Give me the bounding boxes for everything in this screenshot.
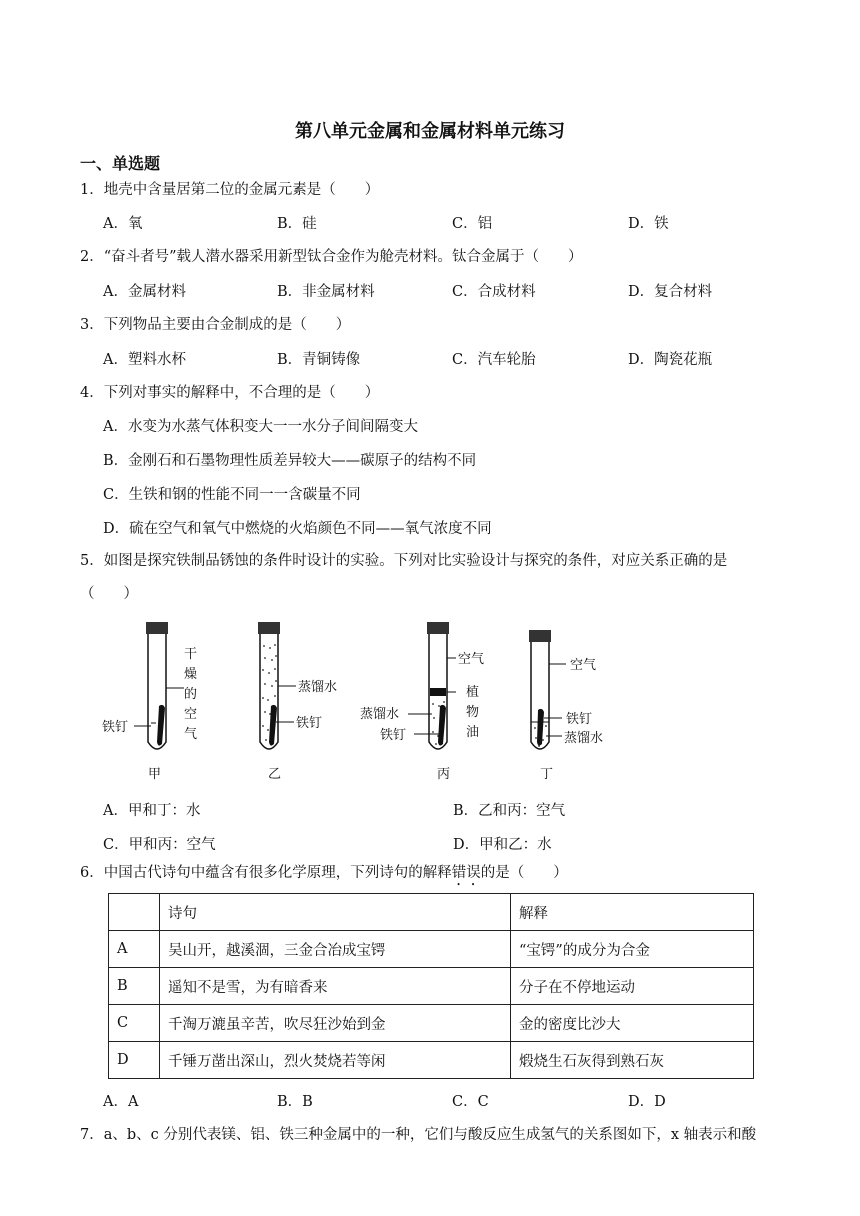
table-cell: 吴山开，越溪涸，三金合冶成宝锷 xyxy=(160,931,511,968)
distilled-water-label-ding: 蒸馏水 xyxy=(564,731,604,746)
question-4-stem: 4．下列对事实的解释中，不合理的是（ ） xyxy=(80,385,380,401)
option-c: C．生铁和钢的性能不同一一含碳量不同 xyxy=(103,487,361,503)
veg-oil-char-2: 物 xyxy=(466,705,480,720)
question-2-options xyxy=(103,280,803,302)
dry-air-char-1: 干 xyxy=(184,647,198,662)
table-cell: 千淘万漉虽辛苦，吹尽狂沙始到金 xyxy=(160,1005,511,1042)
tube-yi xyxy=(258,622,296,749)
tube-label-ding: 丁 xyxy=(540,767,554,782)
rusting-experiment-figure xyxy=(96,618,636,788)
table-header-row xyxy=(109,894,754,931)
table-row xyxy=(109,931,754,968)
nail-label-ding: 铁钉 xyxy=(566,712,593,727)
question-5-stem-cont: （ ） xyxy=(80,586,138,602)
table-header-cell xyxy=(109,894,160,931)
dry-air-char-4: 空 xyxy=(184,707,198,722)
table-cell: D xyxy=(109,1042,160,1079)
table-row xyxy=(109,1005,754,1042)
option-b: B．金刚石和石墨物理性质差异较大——碳原子的结构不同 xyxy=(103,453,477,469)
tube-jia xyxy=(146,622,184,749)
option-d: D．铁 xyxy=(628,216,669,232)
option-d: D．硫在空气和氧气中燃烧的火焰颜色不同——氧气浓度不同 xyxy=(103,521,492,537)
option-a: A．甲和丁：水 xyxy=(103,803,201,819)
dry-air-char-5: 气 xyxy=(184,727,198,742)
table-header-cell: 解释 xyxy=(511,894,754,931)
table-cell: 金的密度比沙大 xyxy=(511,1005,754,1042)
option-d: D．甲和乙：水 xyxy=(453,837,552,853)
page-title: 第八单元金属和金属材料单元练习 xyxy=(295,121,565,142)
tube-ding xyxy=(529,630,566,749)
question-3-options xyxy=(103,348,803,370)
question-1-stem: 1．地壳中含量居第二位的金属元素是（ ） xyxy=(80,182,380,198)
table-row xyxy=(109,968,754,1005)
option-a: A．水变为水蒸气体积变大一一水分子间间隔变大 xyxy=(103,419,418,435)
question-1-options xyxy=(103,212,803,234)
tube-label-jia: 甲 xyxy=(148,767,162,782)
table-cell: B xyxy=(109,968,160,1005)
dry-air-char-2: 燥 xyxy=(184,667,198,682)
veg-oil-char-1: 植 xyxy=(466,685,480,700)
tube-label-bing: 丙 xyxy=(437,767,451,782)
stem-text-end: 的是（ ） xyxy=(480,865,568,881)
option-a: A．A xyxy=(103,1094,139,1110)
tube-bing xyxy=(408,622,456,749)
nail-label-bing: 铁钉 xyxy=(380,728,407,743)
option-b: B．青铜铸像 xyxy=(277,352,361,368)
tube-label-yi: 乙 xyxy=(268,767,282,782)
option-c: C．铝 xyxy=(452,216,493,232)
option-b: B．乙和丙：空气 xyxy=(453,803,566,819)
option-d: D．复合材料 xyxy=(628,284,713,300)
veg-oil-char-3: 油 xyxy=(466,725,480,740)
question-7-stem: 7．a、b、c 分别代表镁、铝、铁三种金属中的一种，它们与酸反应生成氢气的关系图如下，x 轴表示和酸 xyxy=(80,1127,757,1143)
option-a: A．氧 xyxy=(103,216,143,232)
air-label-ding: 空气 xyxy=(570,658,597,673)
table-cell: C xyxy=(109,1005,160,1042)
question-6-options xyxy=(103,1090,803,1112)
table-header-cell: 诗句 xyxy=(160,894,511,931)
option-c: C．汽车轮胎 xyxy=(452,352,536,368)
stem-emphasis: 错误 xyxy=(451,865,481,881)
table-cell: “宝锷”的成分为合金 xyxy=(511,931,754,968)
section-heading: 一、单选题 xyxy=(80,154,161,173)
option-c: C．C xyxy=(452,1094,489,1110)
question-3-stem: 3．下列物品主要由合金制成的是（ ） xyxy=(80,317,351,333)
question-6-stem xyxy=(80,862,805,889)
option-b: B．B xyxy=(277,1094,313,1110)
question-2-stem: 2．“奋斗者号”载人潜水器采用新型钛合金作为舱壳材料。钛合金属于（ ） xyxy=(80,249,583,265)
poem-table xyxy=(108,893,754,1079)
option-c: C．甲和丙：空气 xyxy=(103,837,216,853)
nail-label-yi: 铁钉 xyxy=(296,716,323,731)
option-d: D．D xyxy=(628,1094,666,1110)
air-label-bing: 空气 xyxy=(458,652,485,667)
table-cell: 煅烧生石灰得到熟石灰 xyxy=(511,1042,754,1079)
table-cell: 千锤万凿出深山，烈火焚烧若等闲 xyxy=(160,1042,511,1079)
option-a: A．金属材料 xyxy=(103,284,186,300)
table-cell: 遥知不是雪，为有暗香来 xyxy=(160,968,511,1005)
distilled-water-label-yi: 蒸馏水 xyxy=(298,680,338,695)
question-5-stem: 5．如图是探究铁制品锈蚀的条件时设计的实验。下列对比实验设计与探究的条件，对应关系正确的是 xyxy=(80,553,728,569)
option-c: C．合成材料 xyxy=(452,284,536,300)
option-b: B．硅 xyxy=(277,216,317,232)
table-cell: A xyxy=(109,931,160,968)
distilled-water-label-bing: 蒸馏水 xyxy=(360,707,400,722)
stem-text: 6．中国古代诗句中蕴含有很多化学原理，下列诗句的解释 xyxy=(80,865,452,881)
option-a: A．塑料水杯 xyxy=(103,352,186,368)
dry-air-char-3: 的 xyxy=(184,687,198,702)
option-d: D．陶瓷花瓶 xyxy=(628,352,713,368)
nail-label-jia: 铁钉 xyxy=(102,720,129,735)
option-b: B．非金属材料 xyxy=(277,284,375,300)
table-cell: 分子在不停地运动 xyxy=(511,968,754,1005)
table-row xyxy=(109,1042,754,1079)
